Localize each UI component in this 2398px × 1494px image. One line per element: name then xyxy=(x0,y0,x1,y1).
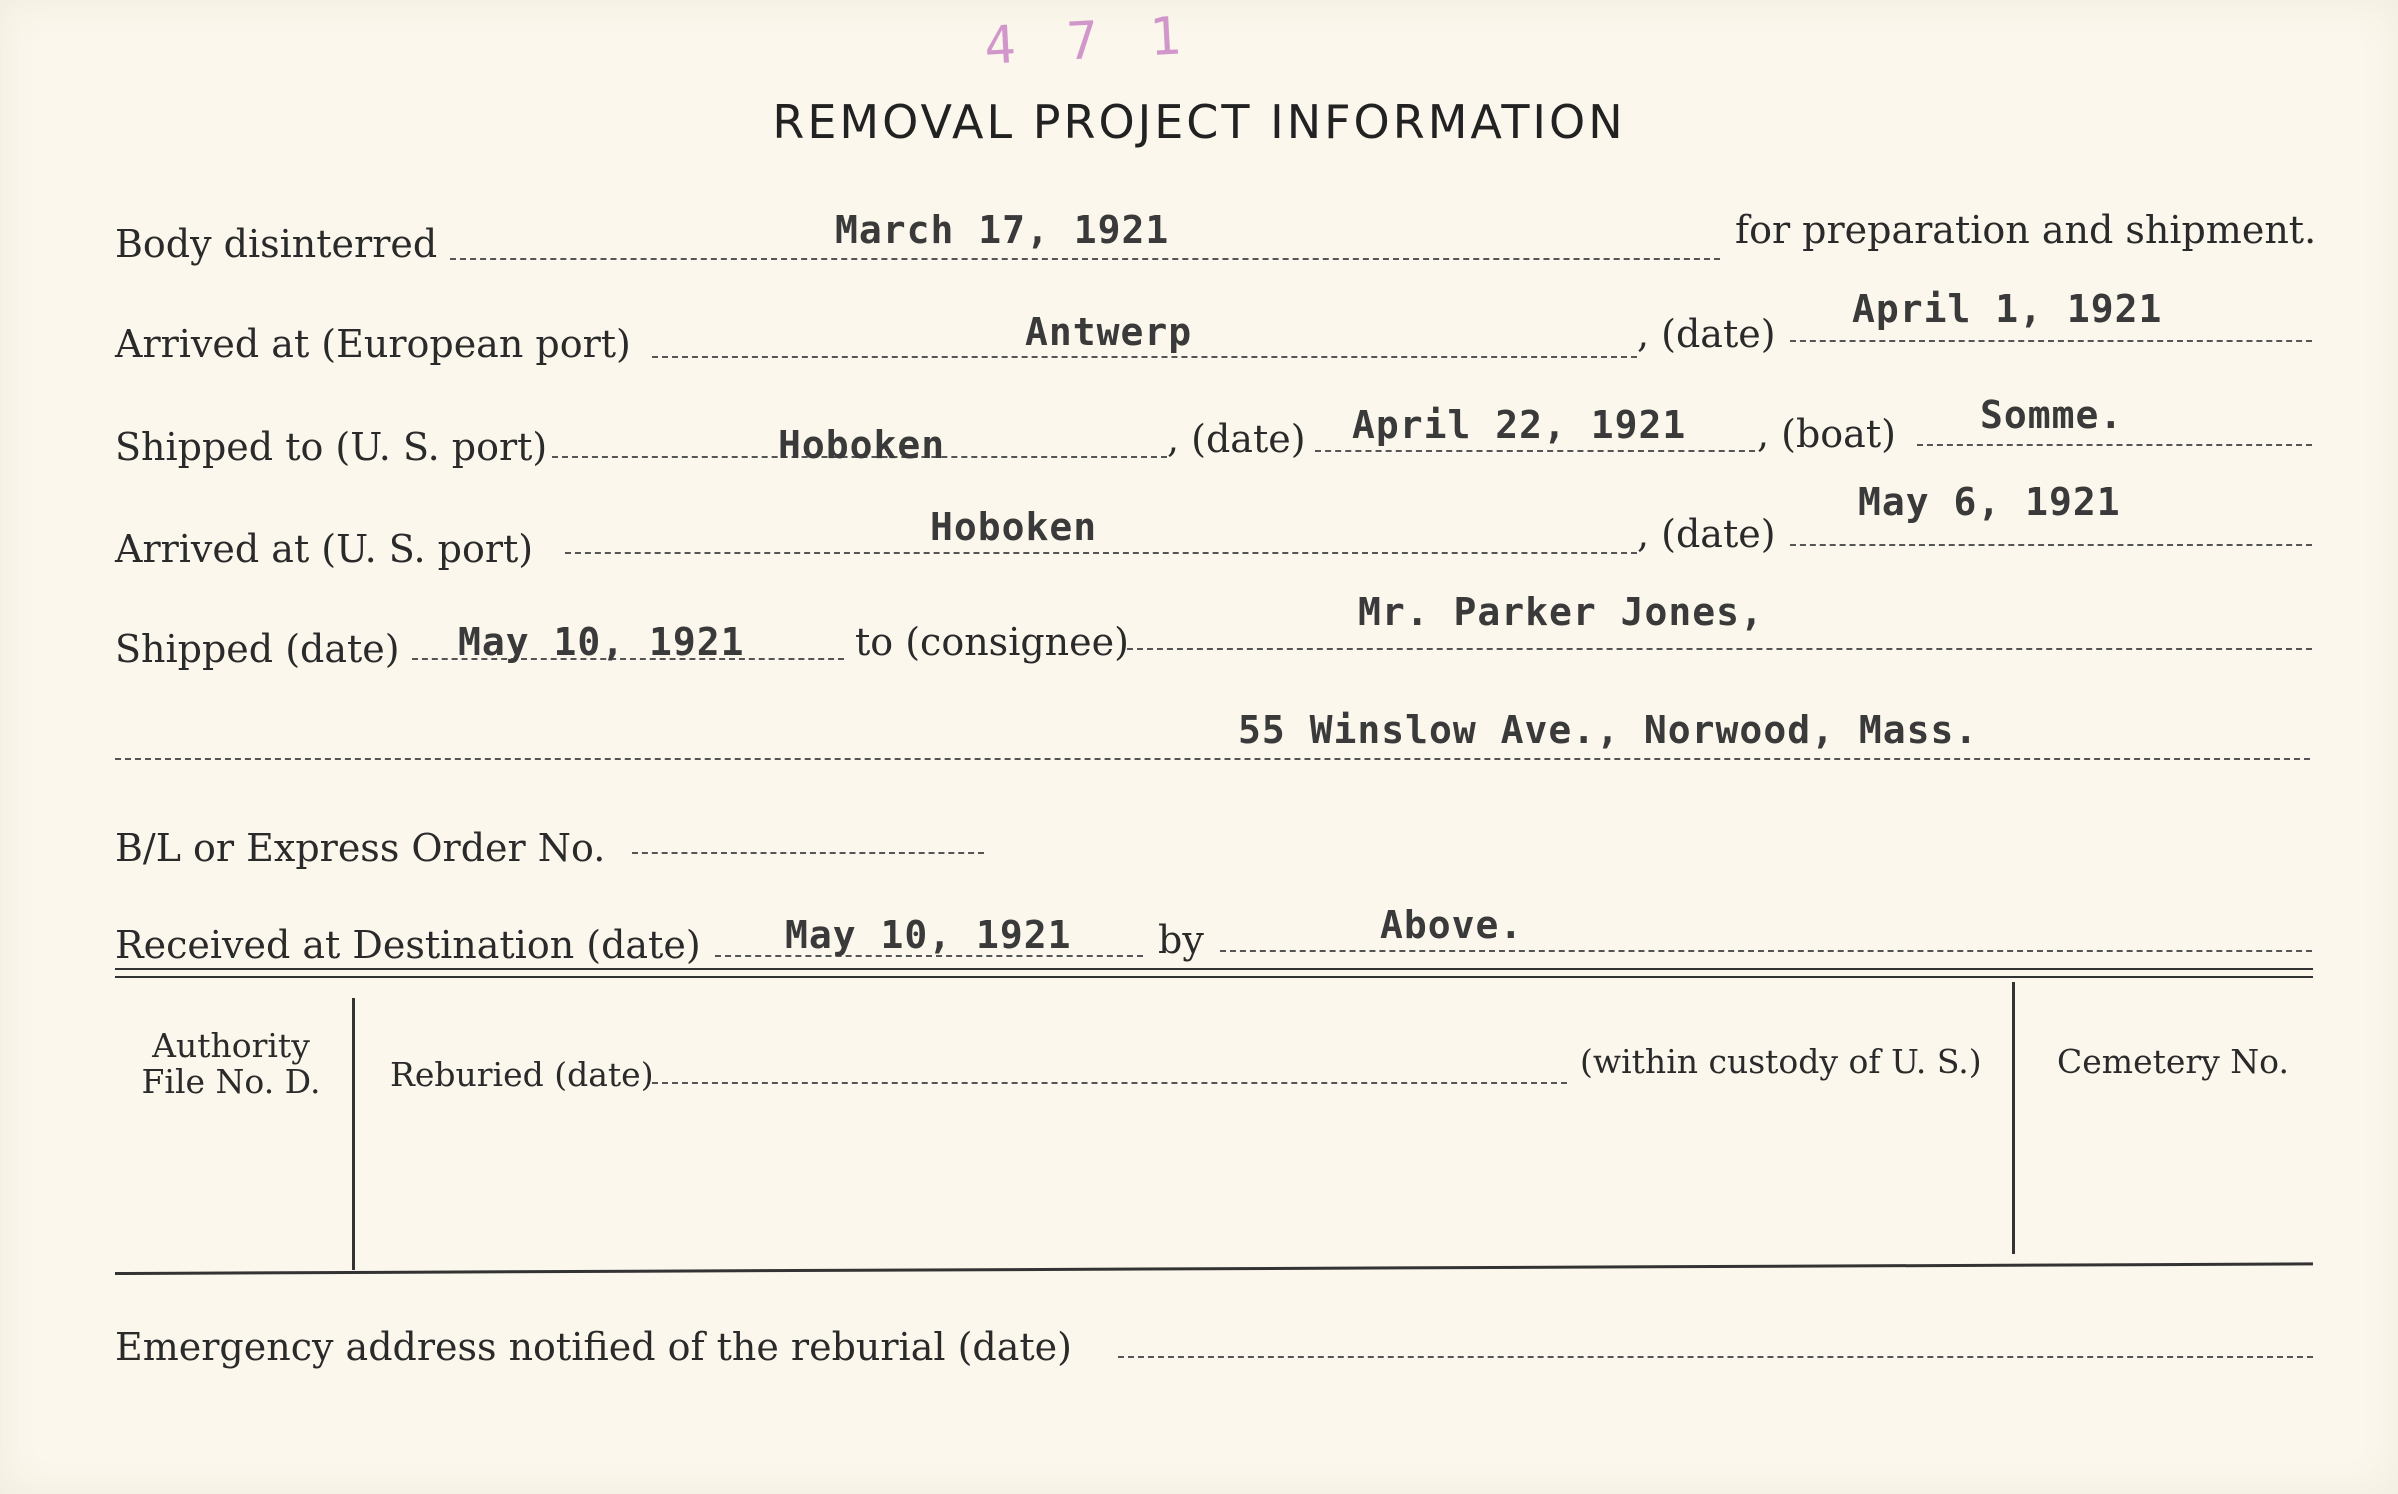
shipped-us-boat: Somme. xyxy=(1980,393,2124,437)
shipped-us-port: Hoboken xyxy=(778,423,946,467)
shipped-date: May 10, 1921 xyxy=(458,620,745,664)
purple-ink-stamp: 4 7 1 xyxy=(982,6,1193,77)
address-line xyxy=(115,758,2310,760)
received-by: Above. xyxy=(1380,903,1524,947)
arrived-europe-date-label: , (date) xyxy=(1637,312,1776,356)
double-rule-top xyxy=(115,968,2313,970)
arrived-europe-port: Antwerp xyxy=(1025,310,1193,354)
shipped-us-label: Shipped to (U. S. port) xyxy=(115,425,548,469)
box-bottom-rule xyxy=(115,1262,2313,1275)
reburied-line xyxy=(652,1082,1567,1084)
arrived-us-port: Hoboken xyxy=(930,505,1098,549)
arrived-europe-date: April 1, 1921 xyxy=(1852,287,2163,331)
consignee-name: Mr. Parker Jones, xyxy=(1358,590,1764,634)
custody-label: (within custody of U. S.) xyxy=(1580,1042,1982,1081)
box-divider-right xyxy=(2012,982,2015,1254)
bl-label: B/L or Express Order No. xyxy=(115,826,606,870)
received-by-label: by xyxy=(1158,918,1204,962)
authority-label xyxy=(115,1028,347,1100)
double-rule-bottom xyxy=(115,976,2313,978)
authority-line2: File No. D. xyxy=(141,1062,321,1101)
arrived-europe-line xyxy=(652,356,1637,358)
disinterred-suffix: for preparation and shipment. xyxy=(1735,208,2317,252)
disinterred-line xyxy=(450,258,1720,260)
emergency-label: Emergency address notified of the reburial (date) xyxy=(115,1325,1072,1369)
authority-line1: Authority xyxy=(152,1026,310,1065)
cemetery-label: Cemetery No. xyxy=(2057,1042,2289,1081)
arrived-us-date: May 6, 1921 xyxy=(1858,480,2121,524)
box-divider-left xyxy=(352,998,355,1270)
shipped-us-date: April 22, 1921 xyxy=(1352,403,1687,447)
arrived-us-line xyxy=(565,552,1637,554)
consignee-line xyxy=(1127,648,2312,650)
bl-line xyxy=(632,852,984,854)
disinterred-label: Body disinterred xyxy=(115,222,438,266)
reburied-label: Reburied (date) xyxy=(390,1055,654,1094)
shipped-us-boat-line xyxy=(1917,444,2312,446)
shipped-us-boat-label: , (boat) xyxy=(1757,412,1896,456)
shipped-date-label: Shipped (date) xyxy=(115,627,400,671)
arrived-us-date-label: , (date) xyxy=(1637,512,1776,556)
received-date: May 10, 1921 xyxy=(785,913,1072,957)
page-title: REMOVAL PROJECT INFORMATION xyxy=(772,95,1626,149)
shipped-us-date-line xyxy=(1315,450,1755,452)
arrived-us-date-line xyxy=(1790,544,2312,546)
arrived-us-label: Arrived at (U. S. port) xyxy=(115,527,534,571)
consignee-label: to (consignee) xyxy=(855,620,1129,664)
arrived-europe-label: Arrived at (European port) xyxy=(115,322,631,366)
disinterred-date: March 17, 1921 xyxy=(835,208,1170,252)
received-label: Received at Destination (date) xyxy=(115,923,701,967)
consignee-address: 55 Winslow Ave., Norwood, Mass. xyxy=(1238,708,1979,752)
emergency-line xyxy=(1118,1356,2313,1358)
received-by-line xyxy=(1220,950,2312,952)
shipped-us-date-label: , (date) xyxy=(1167,417,1306,461)
arrived-europe-date-line xyxy=(1790,340,2312,342)
